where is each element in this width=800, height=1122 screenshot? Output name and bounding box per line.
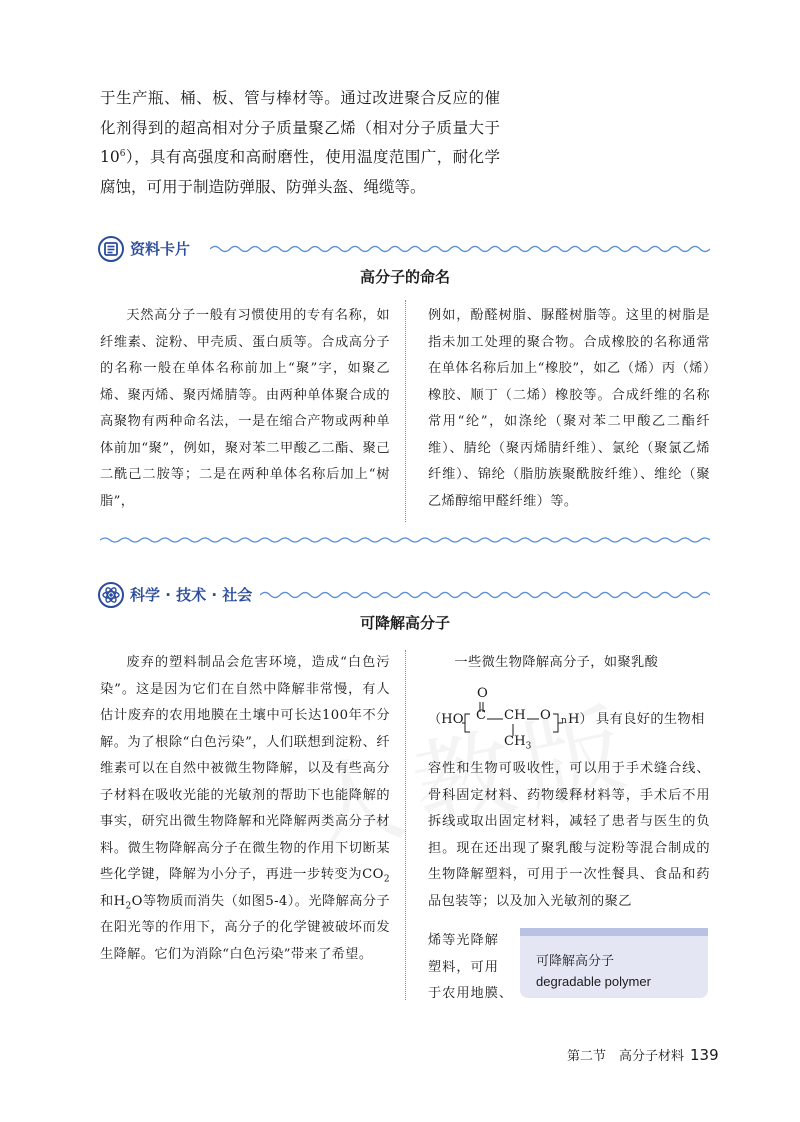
formula-carbon: C [476,708,487,723]
page-footer [567,1045,719,1064]
formula-ch: CH [504,708,526,723]
formula-after-text: 具有良好的生物相 [596,712,705,727]
column-divider [405,300,406,522]
formula-ch3: $CH_3$ [504,734,532,752]
section-label: 资料卡片 [130,240,191,258]
box-title-degradable: 可降解高分子 [359,614,450,632]
formula-h-close: H） [568,712,593,727]
degradable-right-tail: 烯等光降解 塑料，可用 于农用地膜、 [428,933,514,1001]
formula-open: （HO [428,712,464,727]
term-box-bar [520,928,708,936]
formula-carbonyl-o: O [477,686,488,701]
bracket-left-icon [462,713,472,733]
bond-icon [527,717,539,721]
naming-left-column: 天然高分子一般有习惯使用的专有名称，如纤维素、淀粉、甲壳质、蛋白质等。合成高分子的名称一般在单体名称前加上“聚”字，如聚乙烯、聚丙烯、聚丙烯腈等。由两种单体聚合成的高聚物有两种命名法，一是在缩合产物或两种单体前加“聚”，例如，聚对苯二甲酸乙二酯、聚己二酰己二胺等；二是在两种单体名称后加上“树脂”， [100,308,390,509]
term-english: degradable polymer [536,974,651,989]
polylactic-acid-formula [428,686,718,752]
wave-divider [210,242,710,256]
term-box [520,928,708,998]
formula-n: n [561,716,567,726]
document-list-icon [98,236,124,262]
degradable-right-body: 容性和生物可吸收性，可以用于手术缝合线、骨科固定材料、药物缓释材料等，手术后不用拆线或取出固定材料，减轻了患者与医生的负担。现在还出现了聚乳酸与淀粉等混合制成的生物降解塑料，可用于一次性餐具、食品和药品包装等；以及加入光敏剂的聚乙 [428,761,710,909]
box-title-naming: 高分子的命名 [359,268,450,286]
term-chinese: 可降解高分子 [536,954,615,969]
formula-o: O [540,708,551,723]
bond-icon [487,717,503,721]
degradable-right-intro: 一些微生物降解高分子，如聚乳酸 [454,655,659,670]
section-label: 科学 · 技术 · 社会 [130,586,253,604]
section-header-data-card [98,236,710,266]
atom-icon [98,582,124,608]
intro-paragraph: 于生产瓶、桶、板、管与棒材等。通过改进聚合反应的催化剂得到的超高相对分子质量聚乙烯（相对分子质量大于$10^6$），具有高强度和高耐磨性，使用温度范围广，耐化学腐蚀，可用于制造防弹服、防弹头盔、绳缆等。 [100,89,500,196]
degradable-left-column: 废弃的塑料制品会危害环境，造成“白色污染”。这是因为它们在自然中降解非常慢，有人估计废弃的农用地膜在土壤中可长达100年不分解。为了根除“白色污染”，人们联想到淀粉、纤维素可以在自然中被微生物降解，以及有些高分子材料在吸收光能的光敏剂的帮助下也能降解的事实，研究出微生物降解和光降解两类高分子材料。微生物降解高分子在微生物的作用下切断某些化学键，降解为小分子，再进一步转变为$CO_2$和$H_2O$等物质而消失（如图5-4）。光降解高分子在阳光等的作用下，高分子的化学键被破坏而发生降解。它们为消除“白色污染”带来了希望。 [100,655,390,962]
page-number: 139 [690,1046,719,1064]
column-divider [405,650,406,1000]
section-header-sts [98,582,710,612]
box-bottom-wave [100,535,710,545]
naming-right-column: 例如，酚醛树脂、脲醛树脂等。这里的树脂是指未加工处理的聚合物。合成橡胶的名称通常在单体名称后加上“橡胶”，如乙（烯）丙（烯）橡胶、顺丁（二烯）橡胶等。合成纤维的名称常用“纶”，如涤纶（聚对苯二甲酸乙二酯纤维）、腈纶（聚丙烯腈纤维）、氯纶（聚氯乙烯纤维）、锦纶（脂肪族聚酰胺纤维）、维纶（聚乙烯醇缩甲醛纤维）等。 [428,308,710,509]
footer-section: 第二节 高分子材料 [567,1049,685,1064]
wave-divider [260,588,710,602]
